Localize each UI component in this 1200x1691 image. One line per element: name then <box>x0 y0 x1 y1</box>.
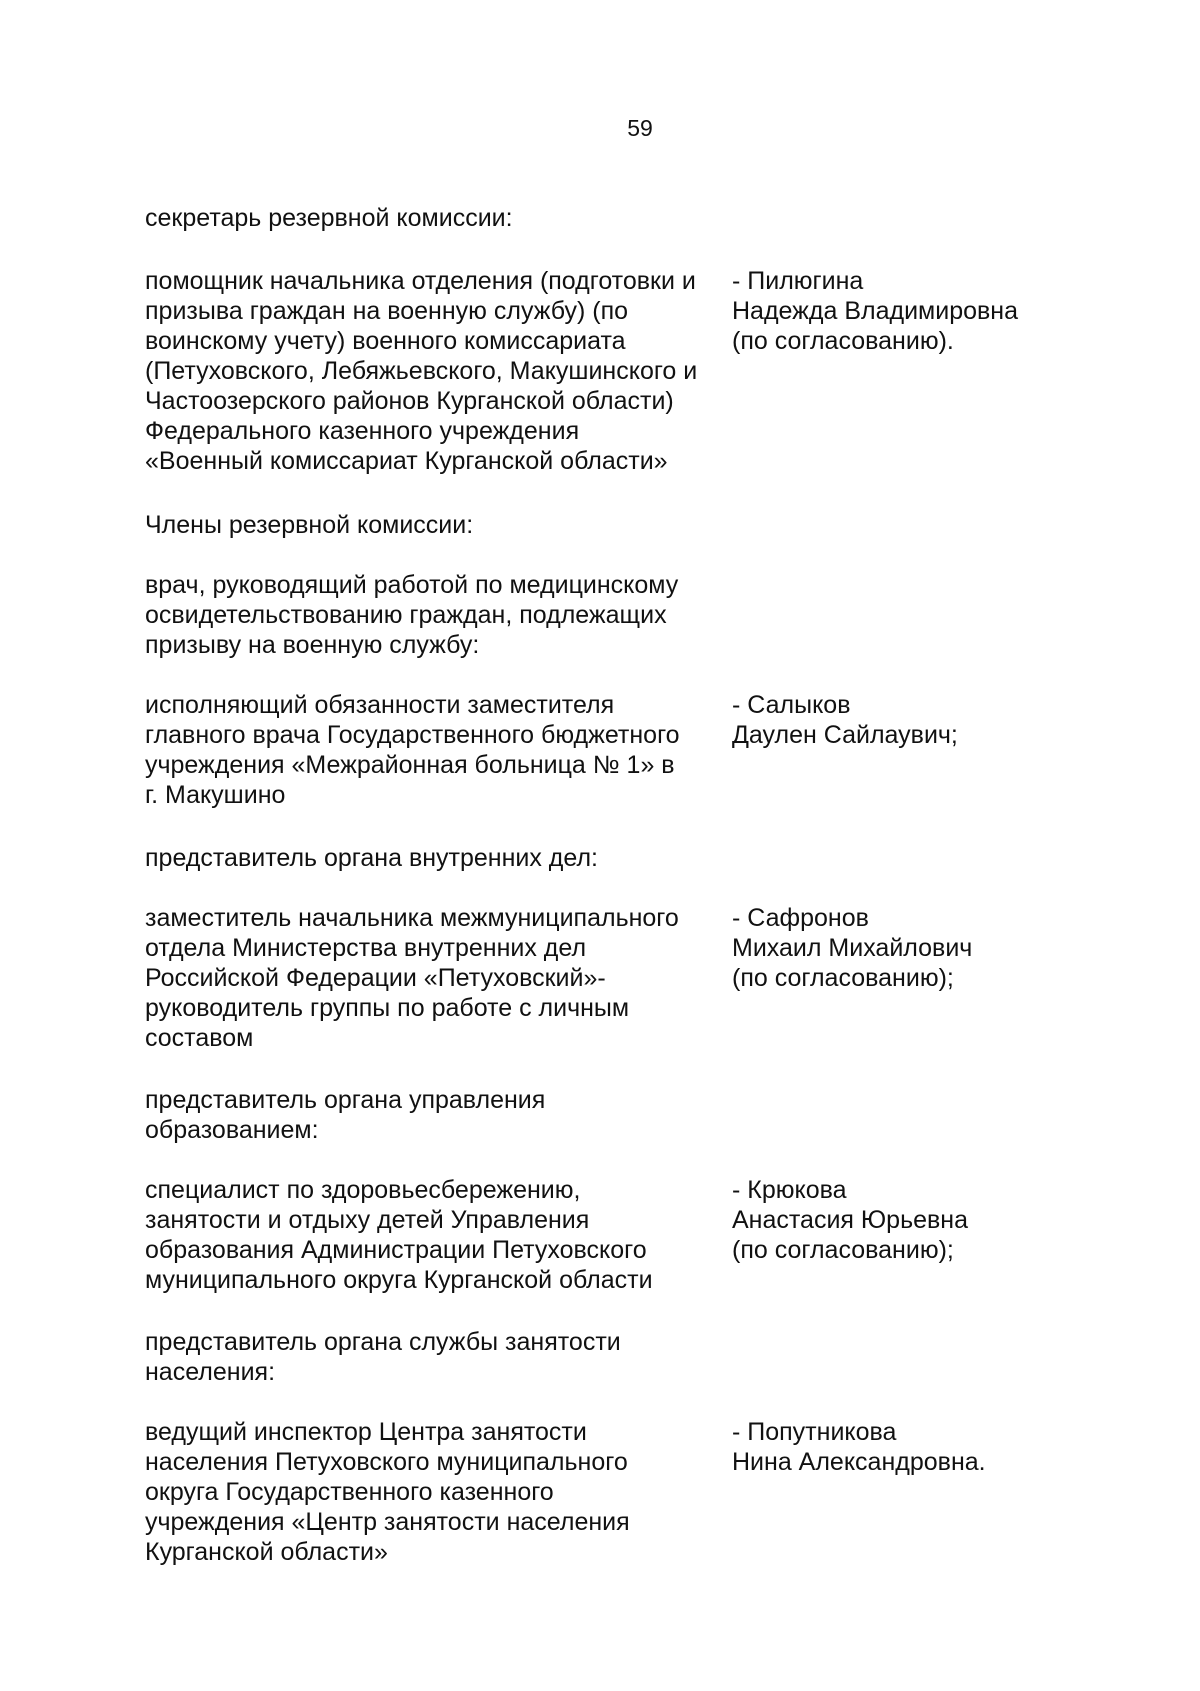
police-position: заместитель начальника межмуниципального отдела Министерства внутренних дел Российской Федерации «Петуховский»- руководитель группы по работе с личным составом <box>145 904 679 1052</box>
secretary-name: - Пилюгина Надежда Владимировна (по согласованию). <box>732 267 1018 355</box>
education-position: специалист по здоровьесбережению, занятости и отдыху детей Управления образования Администрации Петуховского муниципального округа Курганской области <box>145 1176 653 1294</box>
employment-position: ведущий инспектор Центра занятости населения Петуховского муниципального округа Государственного казенного учреждения «Центр занятости населения Курганской области» <box>145 1418 630 1566</box>
education-name: - Крюкова Анастасия Юрьевна (по согласованию); <box>732 1176 968 1264</box>
doctor-position: исполняющий обязанности заместителя главного врача Государственного бюджетного учреждения «Межрайонная больница № 1» в г. Макушино <box>145 691 680 809</box>
police-heading: представитель органа внутренних дел: <box>145 844 599 872</box>
police-name: - Сафронов Михаил Михайлович (по согласованию); <box>732 904 973 992</box>
doctor-heading: врач, руководящий работой по медицинскому освидетельствованию граждан, подлежащих призыву на военную службу: <box>145 571 679 659</box>
secretary-position: помощник начальника отделения (подготовки и призыва граждан на военную службу) (по воинскому учету) военного комиссариата (Петуховского, Лебяжьевского, Макушинского и Частоозерского районов Курганской области) Федерального казенного учреждения «Военный комиссариат Курганской области» <box>145 267 698 475</box>
employment-name: - Попутникова Нина Александровна. <box>732 1418 986 1476</box>
secretary-heading: секретарь резервной комиссии: <box>145 204 513 232</box>
page-number: 59 <box>627 115 653 141</box>
members-heading: Члены резервной комиссии: <box>145 511 474 539</box>
education-heading: представитель органа управления образованием: <box>145 1086 546 1144</box>
doctor-name: - Салыков Даулен Сайлаувич; <box>732 691 958 749</box>
employment-heading: представитель органа службы занятости населения: <box>145 1328 621 1386</box>
